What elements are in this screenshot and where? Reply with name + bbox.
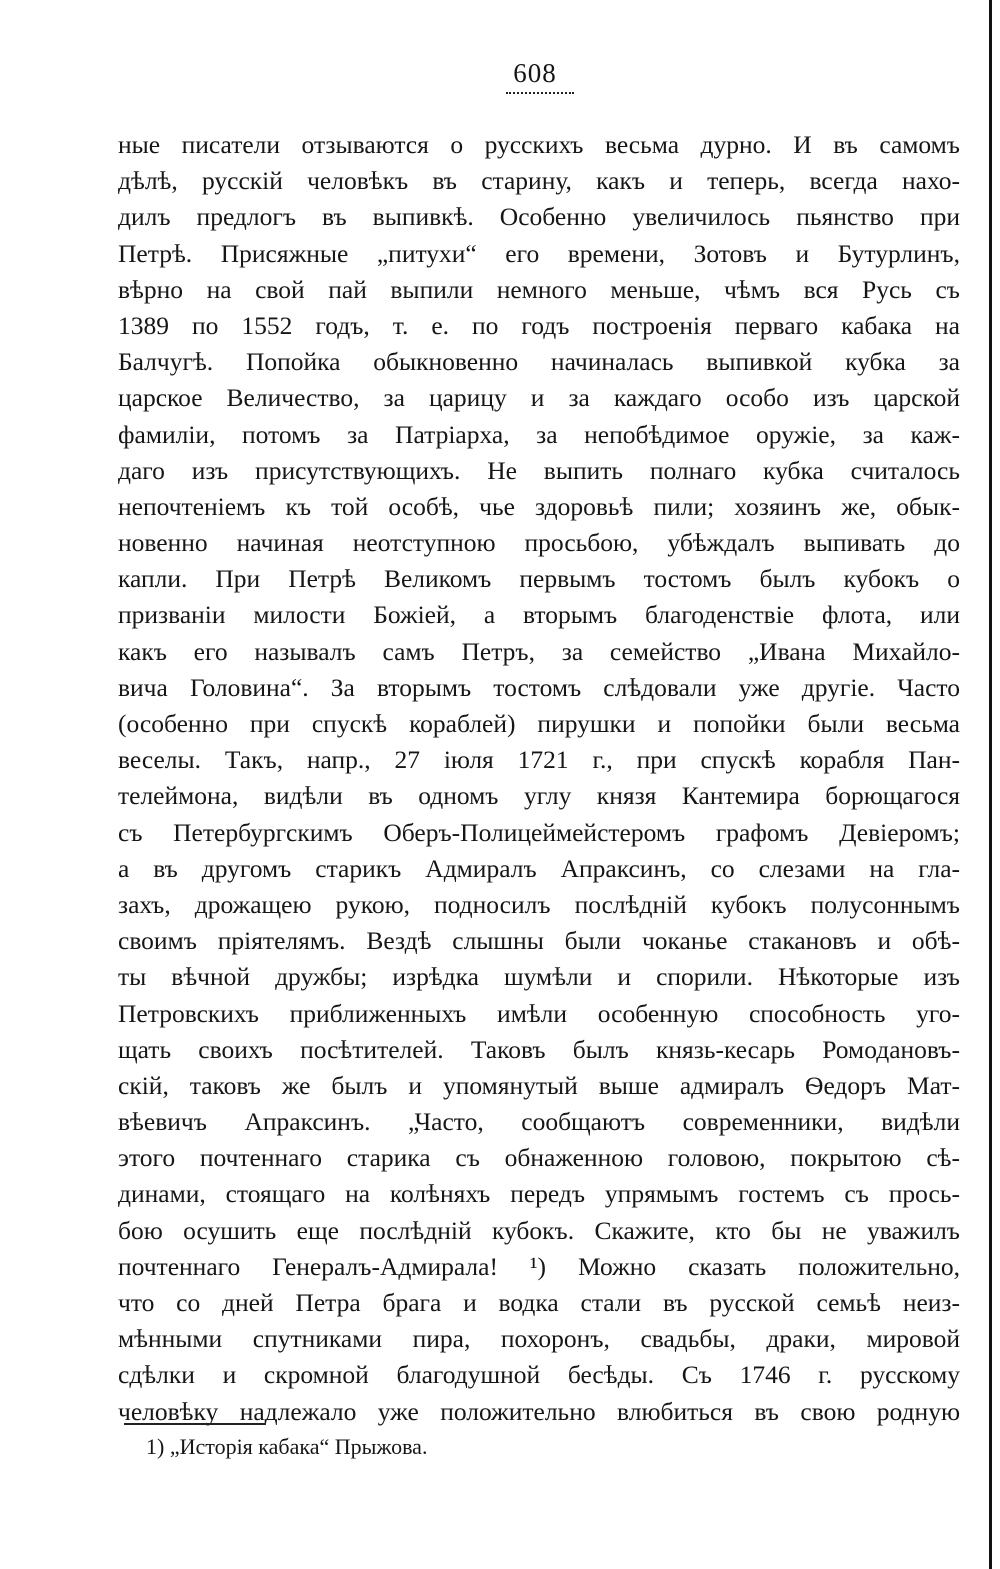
page-number-underline [506, 92, 574, 94]
text-line: захъ, дрожащею рукою, подносилъ послѣдній кубокъ полусоннымъ [118, 889, 960, 919]
text-line: вѣрно на свой пай выпили немного меньше, чѣмъ вся Русь съ [118, 274, 960, 304]
text-line: динами, стоящаго на колѣняхъ передъ упрямымъ гостемъ съ прось- [118, 1179, 960, 1209]
text-line: человѣку надлежало уже положительно влюбиться въ свою родную [118, 1396, 960, 1426]
text-line: новенно начиная неотступною просьбою, убѣждалъ выпивать до [118, 528, 960, 558]
footnote-rule [124, 1423, 266, 1425]
text-line: дѣлѣ, русскій человѣкъ въ старину, какъ и теперь, всегда нахо- [118, 166, 960, 196]
text-line: бою осушить еще послѣдній кубокъ. Скажите, кто бы не уважилъ [118, 1215, 960, 1245]
text-line: какъ его называлъ самъ Петръ, за семейство „Ивана Михайло- [118, 636, 960, 666]
text-line: а въ другомъ старикъ Адмиралъ Апраксинъ, со слезами на гла- [118, 853, 960, 883]
text-line: скій, таковъ же былъ и упомянутый выше адмиралъ Ѳедоръ Мат- [118, 1070, 960, 1100]
footnote: 1) „Исторія кабака“ Прыжова. [146, 1434, 428, 1459]
text-line: вѣевичъ Апраксинъ. „Часто, сообщаютъ современники, видѣли [118, 1107, 960, 1137]
text-line: капли. При Петрѣ Великомъ первымъ тостомъ былъ кубокъ о [118, 564, 960, 594]
text-line: даго изъ присутствующихъ. Не выпить полнаго кубка считалось [118, 455, 960, 485]
text-line: веселы. Такъ, напр., 27 іюля 1721 г., при спускѣ корабля Пан- [118, 745, 960, 775]
text-line: что со дней Петра брага и водка стали въ русской семьѣ неиз- [118, 1288, 960, 1317]
body-text [118, 127, 960, 1430]
text-line: мѣнными спутниками пира, похоронъ, свадьбы, драки, мировой [118, 1324, 960, 1354]
text-line: этого почтеннаго старика съ обнаженною головою, покрытою сѣ- [118, 1143, 960, 1173]
text-line: телеймона, видѣли въ одномъ углу князя Кантемира борющагося [118, 781, 960, 811]
page-edge-line [989, 0, 992, 1569]
text-line: непочтеніемъ къ той особѣ, чье здоровьѣ пили; хозяинъ же, обык- [118, 491, 960, 521]
text-line: съ Петербургскимъ Оберъ-Полицеймейстеромъ графомъ Девіеромъ; [118, 817, 960, 847]
text-line: вича Головина“. За вторымъ тостомъ слѣдовали уже другіе. Часто [118, 672, 960, 702]
text-line: 1389 по 1552 годъ, т. е. по годъ построенія перваго кабака на [118, 310, 960, 340]
text-line: почтеннаго Генералъ-Адмирала! ¹) Можно сказать положительно, [118, 1251, 960, 1281]
text-line: дилъ предлогъ въ выпивкѣ. Особенно увеличилось пьянство при [118, 202, 960, 232]
text-line: ты вѣчной дружбы; изрѣдка шумѣли и спорили. Нѣкоторые изъ [118, 962, 960, 992]
text-line: Петрѣ. Присяжные „питухи“ его времени, Зотовъ и Бутурлинъ, [118, 238, 960, 268]
text-line: Петровскихъ приближенныхъ имѣли особенную способность уго- [118, 998, 960, 1028]
text-line: щать своихъ посѣтителей. Таковъ былъ князь-кесарь Ромодановъ- [118, 1034, 960, 1064]
text-line: фамиліи, потомъ за Патріарха, за непобѣдимое оружіе, за каж- [118, 419, 960, 449]
text-line: призваніи милости Божіей, а вторымъ благоденствіе флота, или [118, 600, 960, 630]
text-line: сдѣлки и скромной благодушной бесѣды. Съ 1746 г. русскому [118, 1360, 960, 1390]
text-line: своимъ пріятелямъ. Вездѣ слышны были чоканье стакановъ и обѣ- [118, 926, 960, 956]
text-line: царское Величество, за царицу и за каждаго особо изъ царской [118, 383, 960, 413]
page-number: 608 [513, 58, 557, 88]
text-line: (особенно при спускѣ кораблей) пирушки и попойки были весьма [118, 709, 960, 738]
text-line: Балчугѣ. Попойка обыкновенно начиналась выпивкой кубка за [118, 347, 960, 377]
text-line: ные писатели отзываются о русскихъ весьма дурно. И въ самомъ [118, 130, 960, 159]
